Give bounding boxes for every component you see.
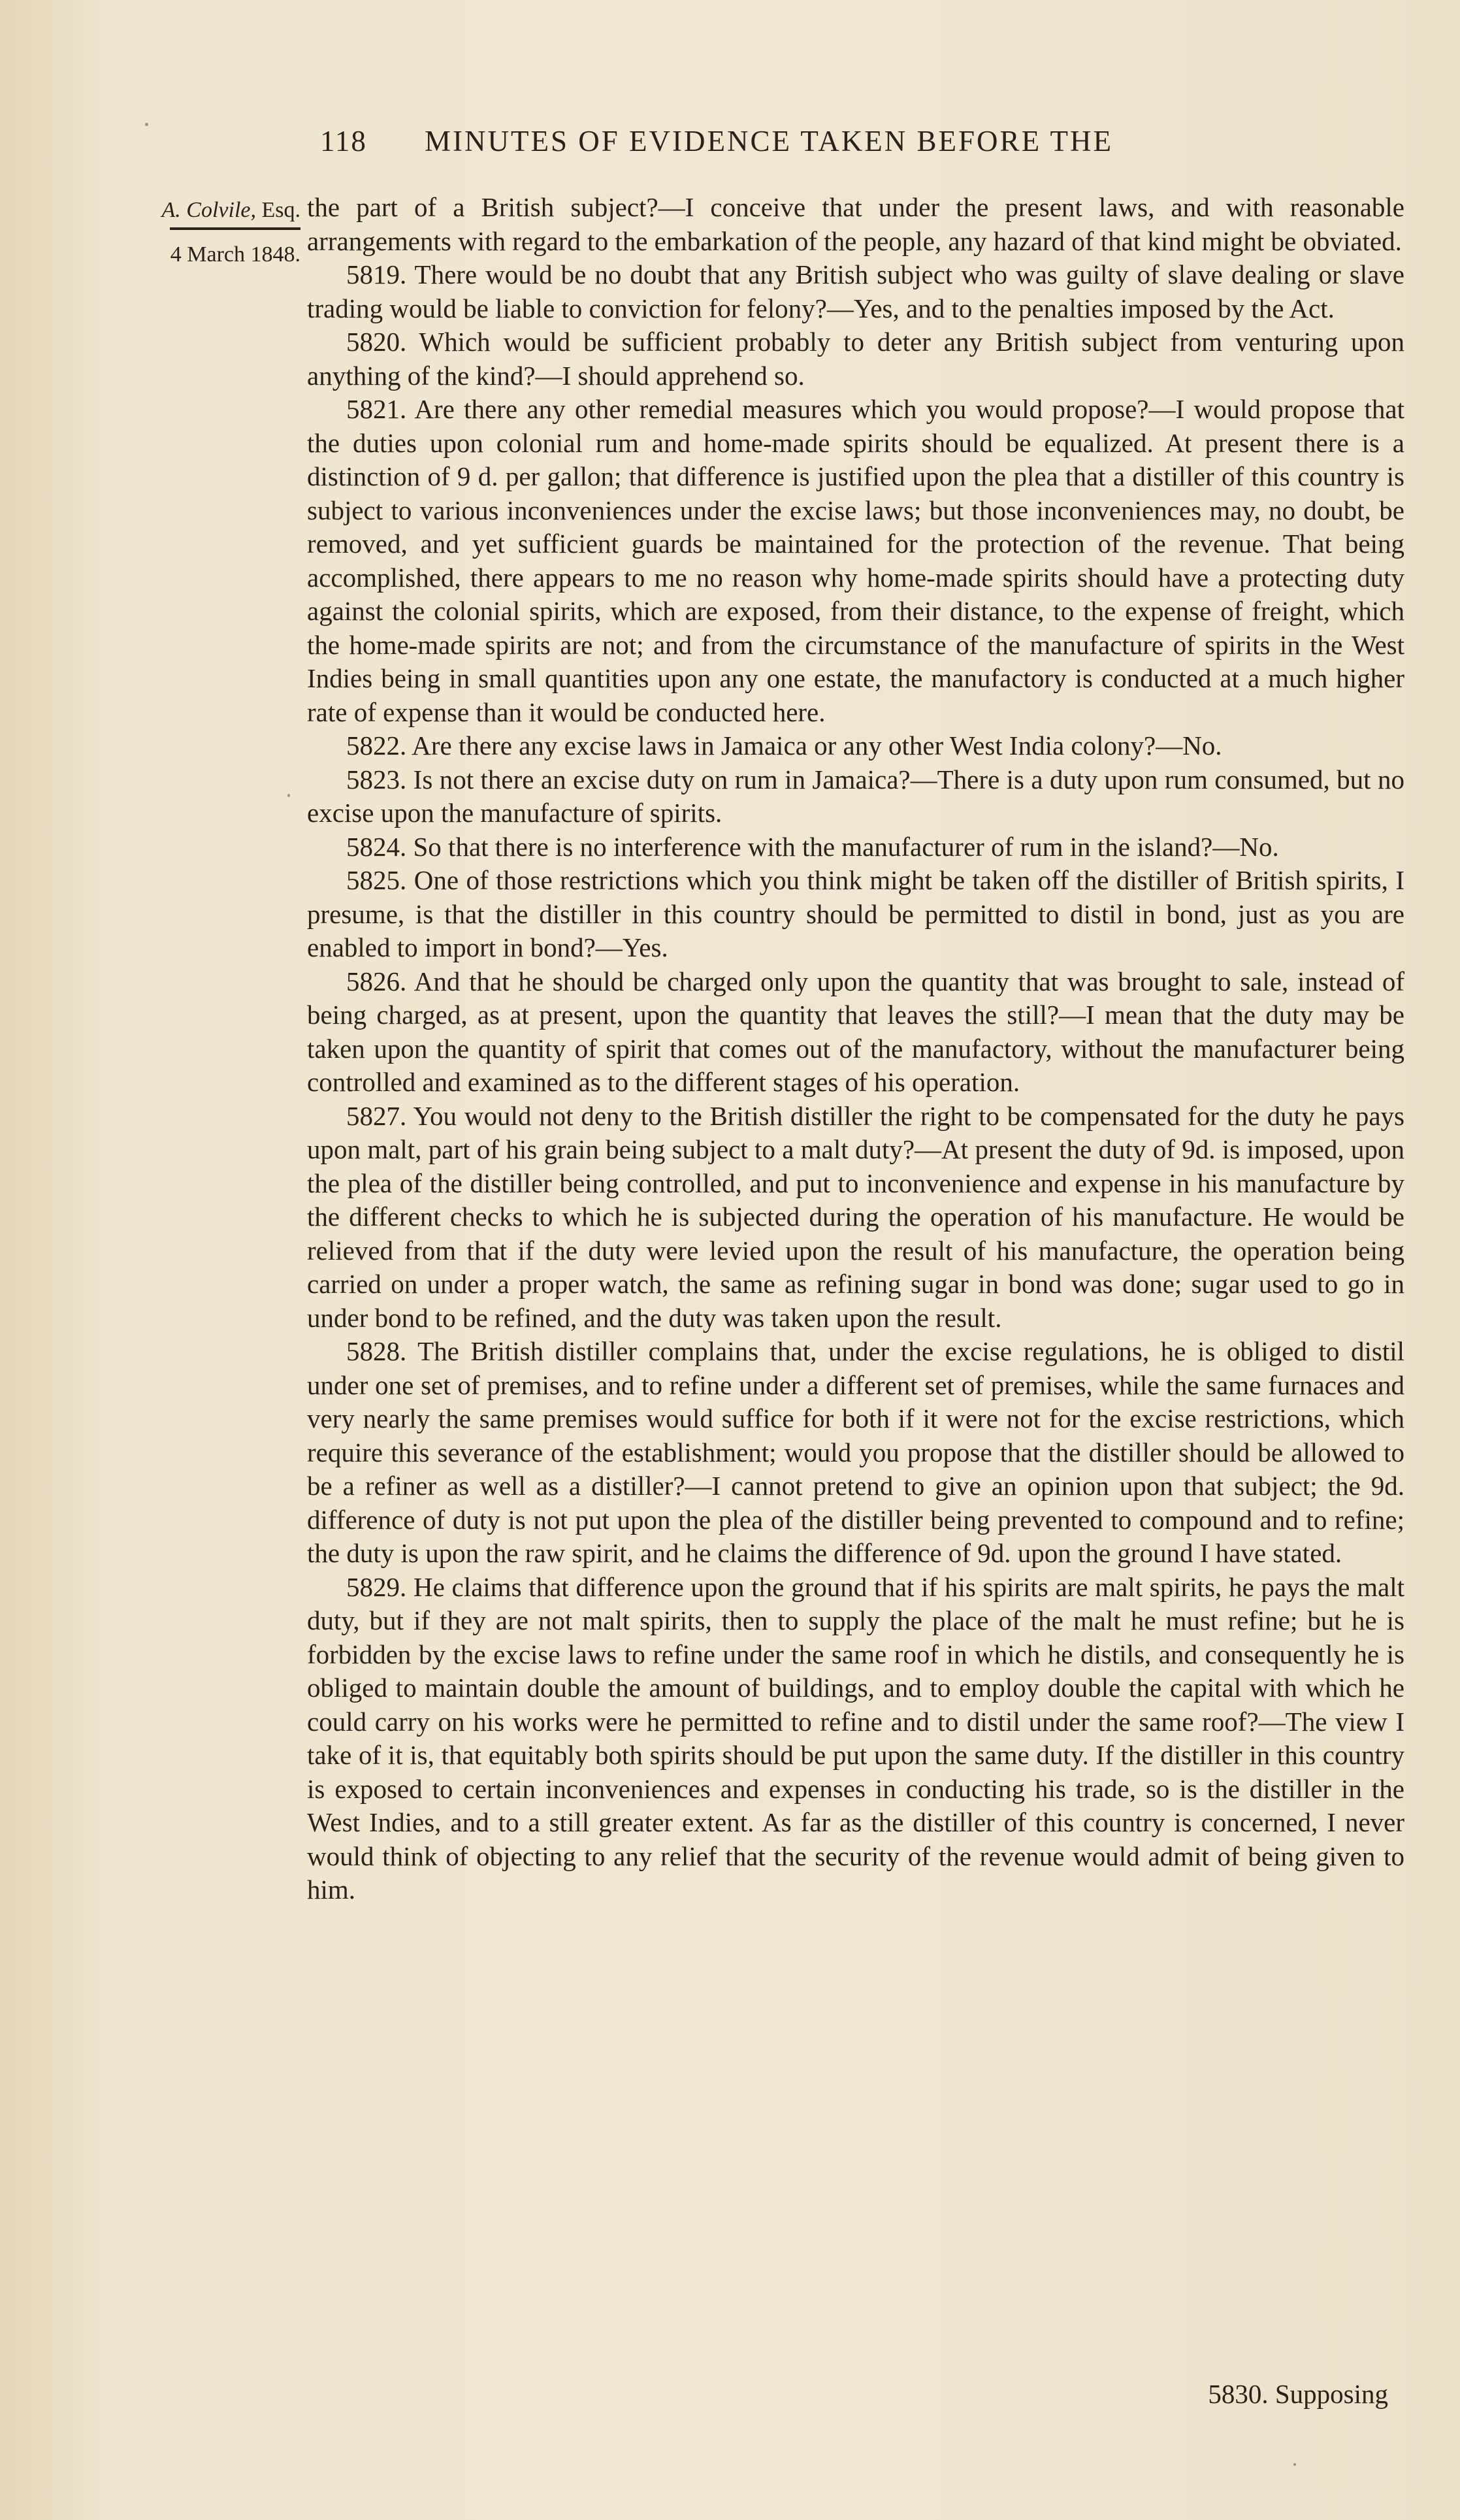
question-5823: 5823. Is not there an excise duty on rum in Jamaica?—There is a duty upon rum consumed, but no excise upon the manufacture of spirits. bbox=[307, 764, 1404, 828]
paper-speck bbox=[145, 123, 148, 126]
catchword: 5830. Supposing bbox=[1208, 2379, 1388, 2409]
page-number: 118 bbox=[320, 125, 367, 157]
evidence-body bbox=[307, 191, 1404, 1907]
margin-note bbox=[118, 196, 300, 269]
question-5829: 5829. He claims that difference upon the ground that if his spirits are malt spirits, he pays the malt duty, but if they are not malt spirits, then to supply the place of the malt he must refine; but he is forbidden by the excise laws to refine under the same roof in which he distils, and consequently he is obliged to maintain double the amount of buildings, and to employ double the capital with which he could carry on his works were he permitted to refine and to distil under the same roof?—The view I take of it is, that equitably both spirits should be put upon the same duty. If the distiller in this country is exposed to certain inconveniences and expenses in conducting his trade, so is the distiller in the West Indies, and to a still greater extent. As far as the distiller of this country is concerned, I never would think of objecting to any relief that the security of the revenue would admit of being given to him. bbox=[307, 1571, 1404, 1905]
question-5826: 5826. And that he should be charged only upon the quantity that was brought to sale, instead of being charged, as at present, upon the quantity that leaves the still?—I mean that the duty may be taken upon the quantity of spirit that comes out of the manufactory, without the manufacturer being controlled and examined as to the different stages of his operation. bbox=[307, 966, 1404, 1097]
question-5828: 5828. The British distiller complains that, under the excise regulations, he is obliged to distil under one set of premises, and to refine under a different set of premises, while the same furnaces and very nearly the same premises would suffice for both if it were not for the excise restrictions, which require this severance of the establishment; would you propose that the distiller should be allowed to be a refiner as well as a distiller?—I cannot pretend to give an opinion upon that subject; the 9d. difference of duty is not put upon the plea of the distiller being prevented to compound and to refine; the duty is upon the raw spirit, and he claims the difference of 9d. upon the ground I have stated. bbox=[307, 1336, 1404, 1568]
page-title: MINUTES OF EVIDENCE TAKEN BEFORE THE bbox=[425, 125, 1113, 157]
question-5825: 5825. One of those restrictions which you think might be taken off the distiller of British spirits, I presume, is that the distiller in this country should be permitted to distil in bond, just as you are enabled to import in bond?—Yes. bbox=[307, 865, 1404, 962]
question-5820: 5820. Which would be sufficient probably to deter any British subject from venturing upon anything of the kind?—I should apprehend so. bbox=[307, 327, 1404, 391]
question-5819: 5819. There would be no doubt that any British subject who was guilty of slave dealing or slave trading would be liable to conviction for felony?—Yes, and to the penalties imposed by the Act. bbox=[307, 259, 1404, 323]
paper-speck bbox=[1293, 2463, 1296, 2466]
witness-name-text: A. Colvile, bbox=[161, 198, 256, 222]
hearing-date: 4 March 1848. bbox=[170, 242, 300, 267]
margin-rule bbox=[170, 227, 300, 230]
paper-speck bbox=[287, 794, 290, 797]
question-5821: 5821. Are there any other remedial measures which you would propose?—I would propose that the duties upon colonial rum and home-made spirits should be equalized. At present there is a distinction of 9 d. per gallon; that difference is justified upon the plea that a distiller of this country is subject to various inconveniences under the excise laws; but those inconveniences may, no doubt, be removed, and yet sufficient guards be maintained for the protection of the revenue. That being accomplished, there appears to me no reason why home-made spirits should have a protecting duty against the colonial spirits, which are exposed, from their distance, to the expense of freight, which the home-made spirits are not; and from the circumstance of the manufacture of spirits in the West Indies being in small quantities upon any one estate, the manufactory is conducted at a much higher rate of expense than it would be conducted here. bbox=[307, 394, 1404, 727]
question-5822: 5822. Are there any excise laws in Jamaica or any other West India colony?—No. bbox=[346, 730, 1222, 761]
running-head bbox=[320, 124, 1267, 163]
question-5827: 5827. You would not deny to the British distiller the right to be compensated for the duty he pays upon malt, part of his grain being subject to a malt duty?—At present the duty of 9d. is imposed, upon the plea of the distiller being controlled, and put to inconvenience and expense in his manufacture by the different checks to which he is subjected during the operation of his manufacture. He would be relieved from that if the duty were levied upon the result of his manufacture, the operation being carried on under a proper watch, the same as refining sugar in bond was done; sugar used to go in under bond to be refined, and the duty was taken upon the result. bbox=[307, 1100, 1404, 1333]
witness-name bbox=[118, 196, 300, 225]
answer-continuation: the part of a British subject?—I conceive that under the present laws, and with reasonable arrangements with regard to the embarkation of the people, any hazard of that kind might be obviated. bbox=[307, 192, 1404, 256]
question-5824: 5824. So that there is no interference with the manufacturer of rum in the island?—No. bbox=[346, 831, 1279, 862]
witness-suffix: Esq. bbox=[261, 198, 300, 222]
